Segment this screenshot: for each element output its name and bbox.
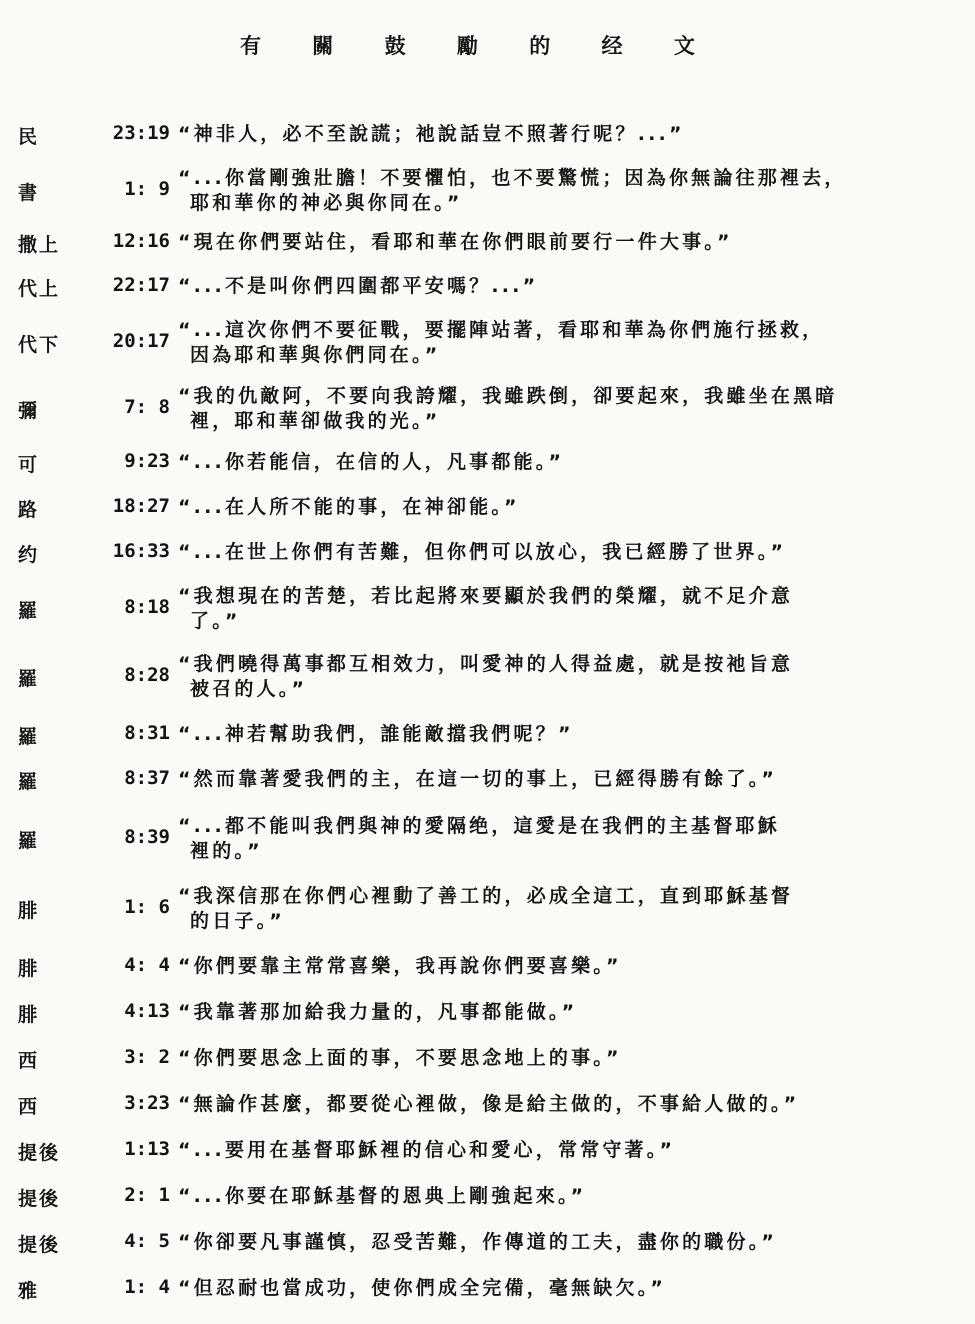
chapter-verse: 16:33 [112, 540, 170, 562]
verse-text [178, 230, 918, 255]
verse-text [178, 1230, 918, 1255]
verse-text [178, 450, 918, 475]
chapter-verse: 22:17 [112, 274, 170, 296]
verse-line: 了。” [190, 610, 241, 632]
verse-text [178, 1000, 918, 1025]
verse-line: 裡的。” [190, 840, 263, 862]
book-abbrev: 代上 [18, 278, 61, 300]
verse-line: “無論作甚麼，都要從心裡做，像是給主做的，不事給人做的。” [178, 1093, 800, 1115]
chapter-verse: 12:16 [112, 230, 170, 252]
chapter-verse: 2: 1 [124, 1184, 170, 1206]
chapter-verse: 4: 5 [124, 1230, 170, 1252]
book-abbrev: 羅 [18, 771, 40, 793]
verse-line: “...不是叫你們四圍都平安嗎？...” [178, 275, 539, 297]
verse-line: “...要用在基督耶穌裡的信心和愛心，常常守著。” [178, 1139, 676, 1161]
chapter-verse: 18:27 [112, 495, 170, 517]
verse-text [178, 1138, 918, 1163]
book-abbrev: 提後 [18, 1234, 61, 1256]
verse-line: “...你當剛強壯膽！不要懼怕，也不要驚慌；因為你無論往那裡去， [178, 167, 847, 189]
verse-text [178, 1046, 918, 1071]
chapter-verse: 7: 8 [124, 396, 170, 418]
chapter-verse: 4: 4 [124, 954, 170, 976]
book-abbrev: 羅 [18, 600, 40, 622]
verse-text [178, 540, 918, 565]
book-abbrev: 提後 [18, 1142, 61, 1164]
verse-line: “然而靠著愛我們的主，在這一切的事上，已經得勝有餘了。” [178, 768, 778, 790]
verse-line: “你們要思念上面的事，不要思念地上的事。” [178, 1047, 622, 1069]
book-abbrev: 代下 [18, 334, 61, 356]
verse-text [178, 652, 918, 702]
chapter-verse: 23:19 [112, 122, 170, 144]
page-title: 有 關 鼓 勵 的 经 文 [240, 34, 717, 58]
verse-line: “...在人所不能的事，在神卻能。” [178, 496, 520, 518]
chapter-verse: 1: 9 [124, 178, 170, 200]
book-abbrev: 彌 [18, 400, 40, 422]
book-abbrev: 羅 [18, 830, 40, 852]
verse-line: “...都不能叫我們與神的愛隔绝，這愛是在我們的主基督耶穌 [178, 815, 780, 837]
verse-text [178, 814, 918, 864]
verse-line: 因為耶和華與你們同在。” [190, 344, 441, 366]
verse-line: “我想現在的苦楚，若比起將來要顯於我們的榮耀，就不足介意 [178, 585, 794, 607]
verse-line: 裡，耶和華卻做我的光。” [190, 410, 441, 432]
verse-line: “你們要靠主常常喜樂，我再說你們要喜樂。” [178, 955, 622, 977]
verse-line: “我的仇敵阿，不要向我誇耀，我雖跌倒，卻要起來，我雖坐在黑暗 [178, 385, 838, 407]
book-abbrev: 可 [18, 454, 40, 476]
verse-text [178, 954, 918, 979]
verse-text [178, 495, 918, 520]
book-abbrev: 羅 [18, 668, 40, 690]
book-abbrev: 提後 [18, 1188, 61, 1210]
chapter-verse: 8:28 [124, 664, 170, 686]
verse-text [178, 318, 918, 368]
book-abbrev: 约 [18, 544, 40, 566]
chapter-verse: 1: 6 [124, 896, 170, 918]
verse-text [178, 1184, 918, 1209]
book-abbrev: 書 [18, 182, 40, 204]
verse-line: “現在你們要站住，看耶和華在你們眼前要行一件大事。” [178, 231, 733, 253]
verse-text [178, 274, 918, 299]
verse-text [178, 584, 918, 634]
verse-text [178, 722, 918, 747]
book-abbrev: 路 [18, 499, 40, 521]
chapter-verse: 20:17 [112, 330, 170, 352]
book-abbrev: 西 [18, 1050, 40, 1072]
verse-line: “我靠著那加給我力量的，凡事都能做。” [178, 1001, 578, 1023]
book-abbrev: 撒上 [18, 234, 61, 256]
chapter-verse: 9:23 [124, 450, 170, 472]
verse-line: “...這次你們不要征戰，要擺陣站著，看耶和華為你們施行拯救， [178, 319, 825, 341]
verse-line: “...你若能信，在信的人，凡事都能。” [178, 451, 565, 473]
chapter-verse: 8:31 [124, 722, 170, 744]
chapter-verse: 8:39 [124, 826, 170, 848]
verse-line: “我們曉得萬事都互相效力，叫愛神的人得益處，就是按祂旨意 [178, 653, 794, 675]
chapter-verse: 1: 4 [124, 1276, 170, 1298]
book-abbrev: 西 [18, 1096, 40, 1118]
verse-line: 耶和華你的神必與你同在。” [190, 192, 463, 214]
verse-line: “...神若幫助我們，誰能敵擋我們呢？” [178, 723, 574, 745]
verse-line: “...你要在耶穌基督的恩典上剛強起來。” [178, 1185, 587, 1207]
verse-line: 被召的人。” [190, 678, 308, 700]
verse-line: “神非人，必不至說謊；祂說話豈不照著行呢？...” [178, 123, 685, 145]
book-abbrev: 腓 [18, 958, 40, 980]
book-abbrev: 民 [18, 126, 40, 148]
verse-line: “我深信那在你們心裡動了善工的，必成全這工，直到耶穌基督 [178, 885, 794, 907]
chapter-verse: 8:18 [124, 596, 170, 618]
verse-line: “但忍耐也當成功，使你們成全完備，毫無缺欠。” [178, 1277, 667, 1299]
verse-text [178, 1276, 918, 1301]
chapter-verse: 4:13 [124, 1000, 170, 1022]
verse-text [178, 1092, 918, 1117]
book-abbrev: 腓 [18, 900, 40, 922]
verse-line: “...在世上你們有苦難，但你們可以放心，我已經勝了世界。” [178, 541, 787, 563]
book-abbrev: 腓 [18, 1004, 40, 1026]
verse-text [178, 884, 918, 934]
chapter-verse: 3:23 [124, 1092, 170, 1114]
chapter-verse: 3: 2 [124, 1046, 170, 1068]
verse-text [178, 384, 918, 434]
verse-text [178, 122, 918, 147]
chapter-verse: 8:37 [124, 767, 170, 789]
book-abbrev: 雅 [18, 1280, 40, 1302]
book-abbrev: 羅 [18, 726, 40, 748]
verse-text [178, 767, 918, 792]
verse-line: 的日子。” [190, 910, 285, 932]
verse-text [178, 166, 918, 216]
chapter-verse: 1:13 [124, 1138, 170, 1160]
verse-line: “你卻要凡事謹慎，忍受苦難，作傳道的工夫，盡你的職份。” [178, 1231, 778, 1253]
